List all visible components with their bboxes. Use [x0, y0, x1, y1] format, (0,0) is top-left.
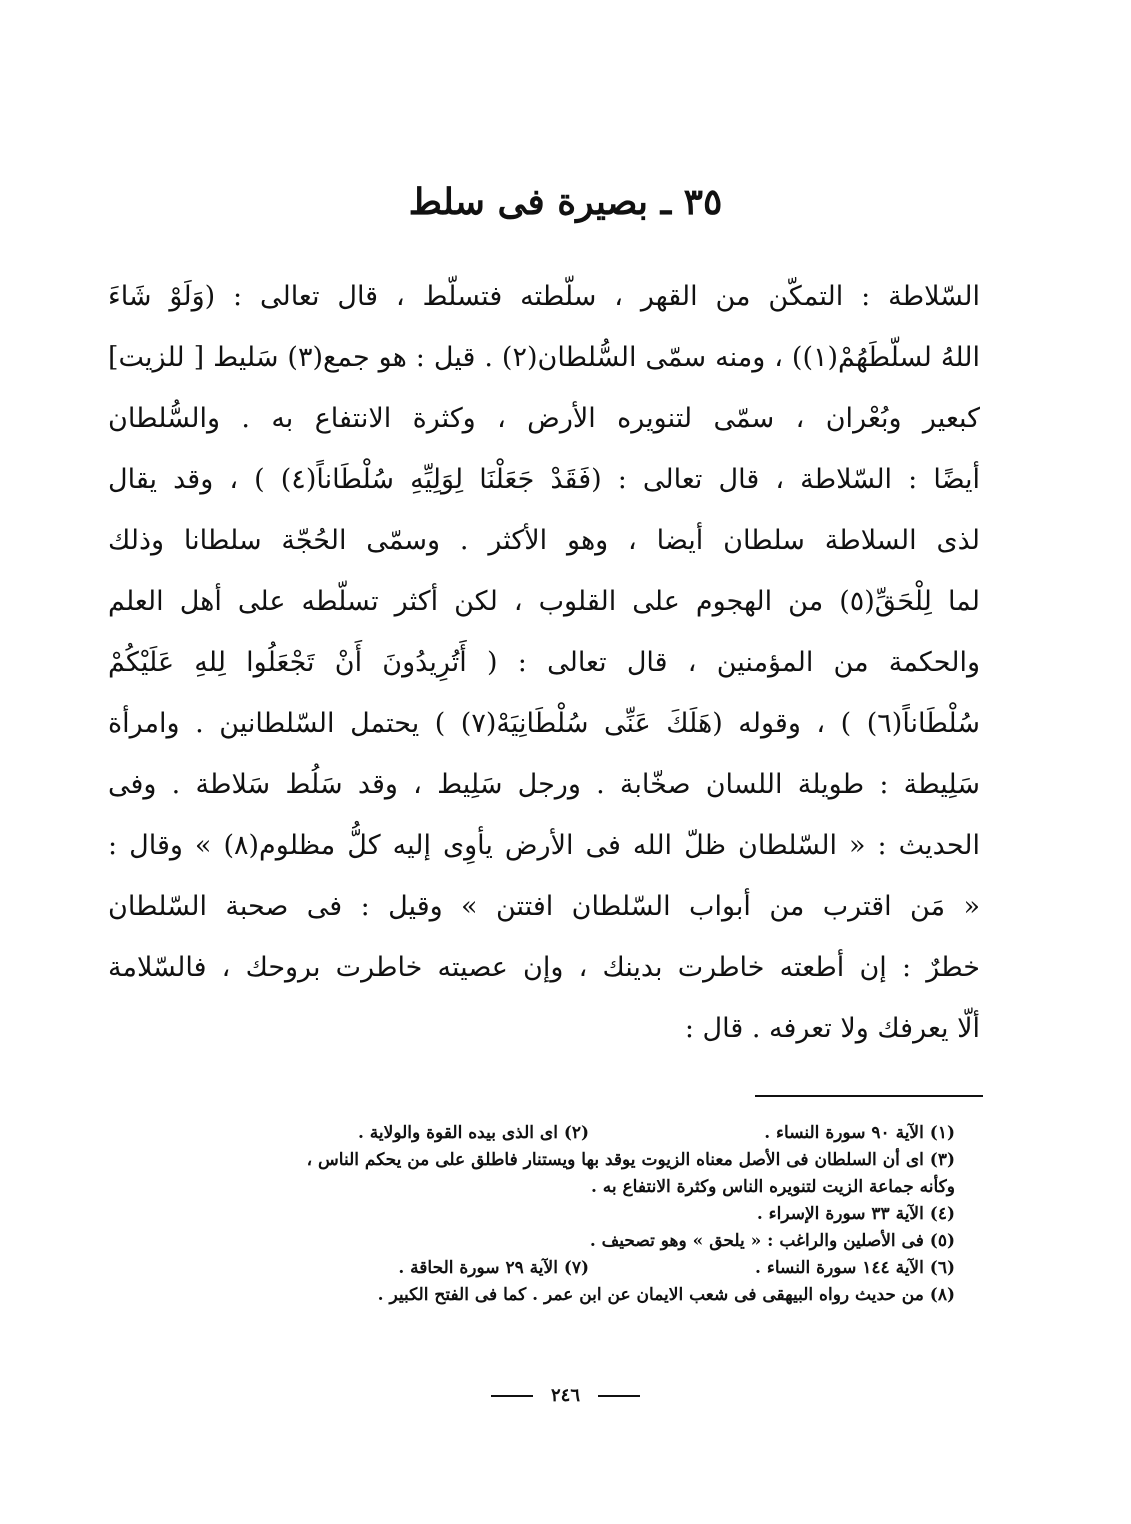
body-line: أيضًا : السّلاطة ، قال تعالى : (فَقَدْ جَعَلْنَا لِوَلِيِّهِ سُلْطَاناً(٤) ) ، وقد يقال	[108, 464, 980, 495]
body-line: كبعير وبُعْران ، سمّى لتنويره الأرض ، وكثرة الانتفاع به . والسُّلطان	[108, 403, 980, 434]
footnote: (٦) الآية ١٤٤ سورة النساء .	[755, 1258, 955, 1278]
body-line: الحديث : « السّلطان ظلّ الله فى الأرض يأوِى إليه كلُّ مظلوم(٨) » وقال :	[108, 830, 980, 861]
page-number-dash	[598, 1395, 640, 1397]
footnote-line	[120, 1120, 955, 1147]
body-line: ألّا يعرفك ولا تعرفه . قال :	[684, 1013, 980, 1044]
body-line: سَلِيطة : طويلة اللسان صخّابة . ورجل سَلِيط ، وقد سَلُط سَلاطة . وفى	[108, 769, 980, 800]
body-line: اللهُ لسلّطَهُمْ(١)) ، ومنه سمّى السُّلطان(٢) . قيل : هو جمع(٣) سَليط [ للزيت]	[108, 342, 980, 373]
body-paragraph	[108, 266, 980, 1059]
body-line: لما لِلْحَقِّ(٥) من الهجوم على القلوب ، لكن أكثر تسلّطه على أهل العلم	[108, 586, 980, 617]
footnote-line	[120, 1255, 955, 1282]
body-line: « مَن اقترب من أبواب السّلطان افتتن » وقيل : فى صحبة السّلطان	[108, 891, 980, 922]
page-number-text: ٢٤٦	[550, 1385, 580, 1406]
footnote: وكأنه جماعة الزيت لتنويره الناس وكثرة الانتفاع به .	[590, 1177, 955, 1197]
body-line: سُلْطَاناً(٦) ) ، وقوله (هَلَكَ عَنِّى سُلْطَانِيَهْ(٧) ) يحتمل السّلطانين . وامرأة	[108, 708, 980, 739]
footnote: (٣) اى أن السلطان فى الأصل معناه الزيوت يوقد بها ويستنار فاطلق على من يحكم الناس ،	[306, 1150, 955, 1170]
footnote-line	[120, 1228, 955, 1255]
footnote-line	[120, 1174, 955, 1201]
footnote-line	[120, 1201, 955, 1228]
footnote: (٧) الآية ٢٩ سورة الحاقة .	[398, 1258, 590, 1278]
page-number-dash	[491, 1395, 533, 1397]
footnote: (٤) الآية ٣٣ سورة الإسراء .	[756, 1204, 955, 1224]
footnote-line	[120, 1147, 955, 1174]
footnote: (١) الآية ٩٠ سورة النساء .	[764, 1123, 955, 1143]
body-line: خطرٌ : إن أطعته خاطرت بدينك ، وإن عصيته خاطرت بروحك ، فالسّلامة	[108, 952, 980, 983]
footnote: (٨) من حديث رواه البيهقى فى شعب الايمان عن ابن عمر . كما فى الفتح الكبير .	[377, 1285, 955, 1305]
section-title: ٣٥ ـ بصيرة فى سلط	[408, 181, 723, 223]
footnotes	[120, 1120, 955, 1309]
page-number	[0, 1385, 1131, 1406]
body-line: السّلاطة : التمكّن من القهر ، سلّطته فتسلّط ، قال تعالى : (وَلَوْ شَاءَ	[108, 281, 980, 312]
footnote-line	[120, 1282, 955, 1309]
footnote: (٥) فى الأصلين والراغب : « يلحق » وهو تصحيف .	[589, 1231, 955, 1251]
body-line: لذى السلاطة سلطان أيضا ، وهو الأكثر . وسمّى الحُجّة سلطانا وذلك	[108, 525, 980, 556]
body-line: والحكمة من المؤمنين ، قال تعالى : ( أَتُرِيدُونَ أَنْ تَجْعَلُوا لِلهِ عَلَيْكُمْ	[108, 647, 980, 678]
footnote-divider	[755, 1095, 983, 1097]
footnote: (٢) اى الذى بيده القوة والولاية .	[357, 1123, 590, 1143]
